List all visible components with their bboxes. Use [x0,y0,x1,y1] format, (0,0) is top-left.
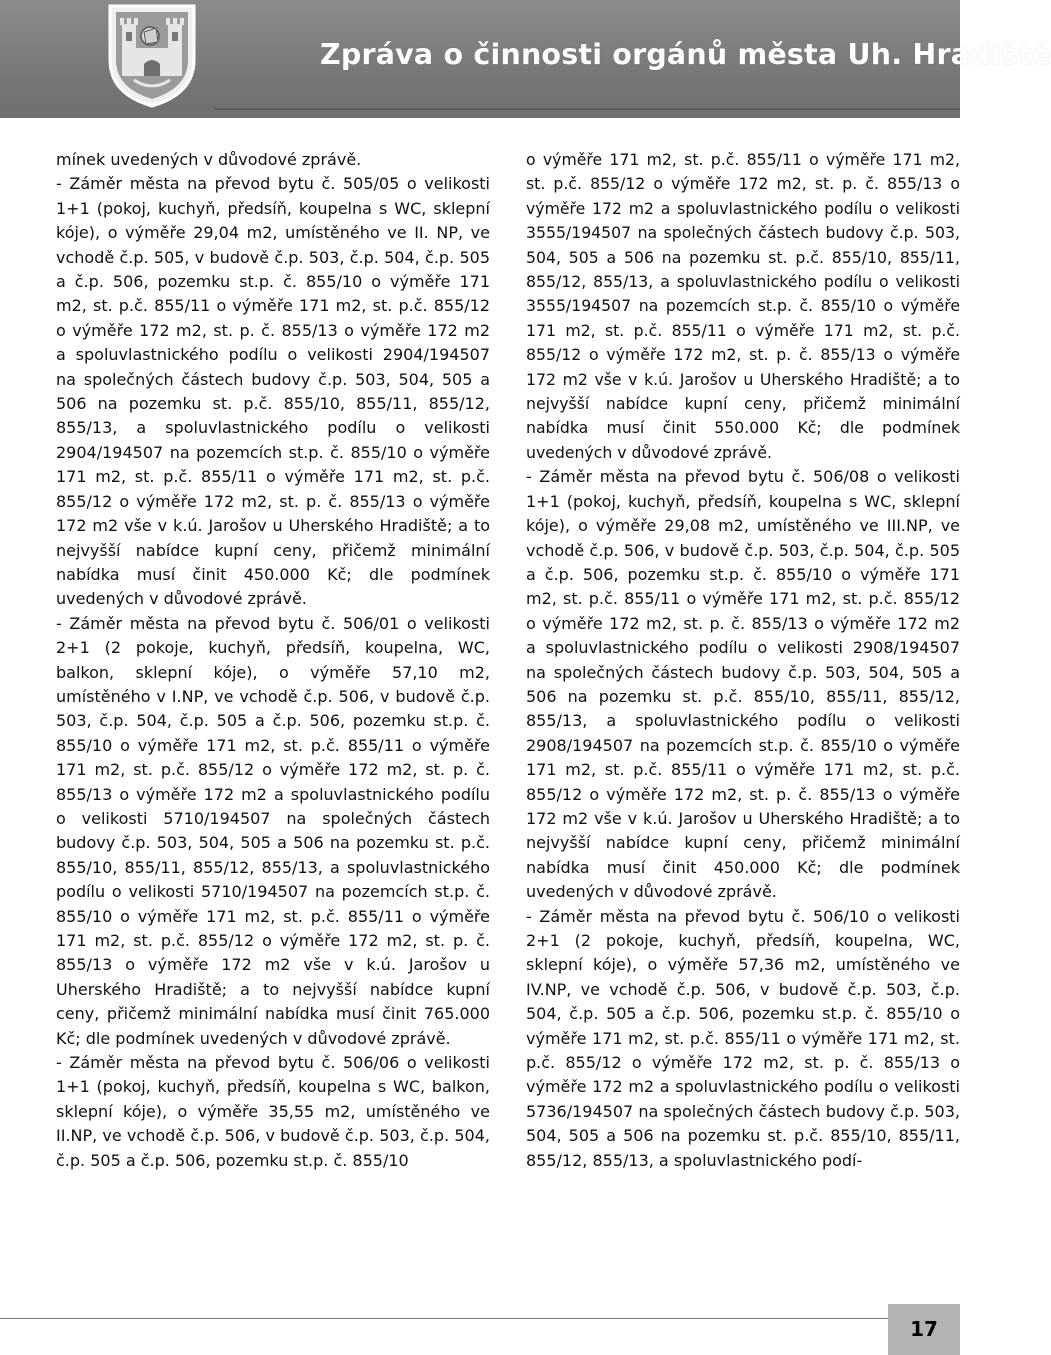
paragraph: - Záměr města na převod bytu č. 506/06 o velikosti 1+1 (pokoj, kuchyň, předsíň, koupelna s WC, balkon, sklepní kóje), o výměře 35,55 m2, umístěného ve II.NP, ve vchodě č.p. 506, v budově č.p. 503, č.p. 504, č.p. 505 a č.p. 506, pozemku st.p. č. 855/10 [56,1053,490,1170]
text-column-right [526,148,960,1173]
page-header-title: Zpráva o činnosti orgánů města Uh. Hradiště [320,38,1051,71]
paragraph: o výměře 171 m2, st. p.č. 855/11 o výměře 171 m2, st. p.č. 855/12 o výměře 172 m2, st. p. č. 855/13 o výměře 172 m2 a spoluvlastnického podílu o velikosti 3555/194507 na společných částech budovy č.p. 503, 504, 505 a 506 na pozemku st. p.č. 855/10, 855/11, 855/12, 855/13, a spoluvlastnického podílu o velikosti 3555/194507 na pozemcích st.p. č. 855/10 o výměře 171 m2, st. p.č. 855/11 o výměře 171 m2, st. p.č. 855/12 o výměře 172 m2, st. p. č. 855/13 o výměře 172 m2 vše v k.ú. Jarošov u Uherského Hradiště; a to nejvyšší nabídce kupní ceny, přičemž minimální nabídka musí činit 550.000 Kč; dle podmínek uvedených v důvodové zprávě. [526,150,960,462]
city-coat-of-arms-icon [104,2,200,108]
header-divider [214,108,960,110]
header-band [0,0,1051,118]
page-number: 17 [888,1304,960,1355]
paragraph: - Záměr města na převod bytu č. 505/05 o velikosti 1+1 (pokoj, kuchyň, předsíň, koupelna s WC, sklepní kóje), o výměře 29,04 m2, umístěného ve II. NP, ve vchodě č.p. 505, v budově č.p. 503, č.p. 504, č.p. 505 a č.p. 506, pozemku st.p. č. 855/10 o výměře 171 m2, st. p.č. 855/11 o výměře 171 m2, st. p.č. 855/12 o výměře 172 m2, st. p. č. 855/13 o výměře 172 m2 a spoluvlastnického podílu o velikosti 2904/194507 na společných částech budovy č.p. 503, 504, 505 a 506 na pozemku st. p.č. 855/10, 855/11, 855/12, 855/13, a spoluvlastnického podílu o velikosti 2904/194507 na pozemcích st.p. č. 855/10 o výměře 171 m2, st. p.č. 855/11 o výměře 171 m2, st. p.č. 855/12 o výměře 172 m2, st. p. č. 855/13 o výměře 172 m2 vše v k.ú. Jarošov u Uherského Hradiště; a to nejvyšší nabídce kupní ceny, přičemž minimální nabídka musí činit 450.000 Kč; dle podmínek uvedených v důvodové zprávě. [56,174,490,609]
paragraph: - Záměr města na převod bytu č. 506/10 o velikosti 2+1 (2 pokoje, kuchyň, předsíň, koupelna, WC, sklepní kóje), o výměře 57,36 m2, umístěného ve IV.NP, ve vchodě č.p. 506, v budově č.p. 503, č.p. 504, č.p. 505 a č.p. 506, pozemku st.p. č. 855/10 o výměře 171 m2, st. p.č. 855/11 o výměře 171 m2, st. p.č. 855/12 o výměře 172 m2, st. p. č. 855/13 o výměře 172 m2 a spoluvlastnického podílu o velikosti 5736/194507 na společných částech budovy č.p. 503, 504, 505 a 506 na pozemku st. p.č. 855/10, 855/11, 855/12, 855/13, a spoluvlastnického podí- [526,906,960,1170]
paragraph: - Záměr města na převod bytu č. 506/01 o velikosti 2+1 (2 pokoje, kuchyň, předsíň, koupelna, WC, balkon, sklepní kóje), o výměře 57,10 m2, umístěného v I.NP, ve vchodě č.p. 506, v budově č.p. 503, č.p. 504, č.p. 505 a č.p. 506, pozemku st.p. č. 855/10 o výměře 171 m2, st. p.č. 855/11 o výměře 171 m2, st. p.č. 855/12 o výměře 172 m2, st. p. č. 855/13 o výměře 172 m2 a spoluvlastnického podílu o velikosti 5710/194507 na společných částech budovy č.p. 503, 504, 505 a 506 na pozemku st. p.č. 855/10, 855/11, 855/12, 855/13, a spoluvlastnického podílu o velikosti 5710/194507 na pozemcích st.p. č. 855/10 o výměře 171 m2, st. p.č. 855/11 o výměře 171 m2, st. p.č. 855/12 o výměře 172 m2, st. p. č. 855/13 o výměře 172 m2 vše v k.ú. Jarošov u Uherského Hradiště; a to nejvyšší nabídce kupní ceny, přičemž minimální nabídka musí činit 765.000 Kč; dle podmínek uvedených v důvodové zprávě. [56,613,490,1048]
paragraph: - Záměr města na převod bytu č. 506/08 o velikosti 1+1 (pokoj, kuchyň, předsíň, koupelna s WC, sklepní kóje), o výměře 29,08 m2, umístěného ve III.NP, ve vchodě č.p. 506, v budově č.p. 503, č.p. 504, č.p. 505 a č.p. 506, pozemku st.p. č. 855/10 o výměře 171 m2, st. p.č. 855/11 o výměře 171 m2, st. p.č. 855/12 o výměře 172 m2, st. p. č. 855/13 o výměře 172 m2 a spoluvlastnického podílu o velikosti 2908/194507 na společných částech budovy č.p. 503, 504, 505 a 506 na pozemku st. p.č. 855/10, 855/11, 855/12, 855/13, a spoluvlastnického podílu o velikosti 2908/194507 na pozemcích st.p. č. 855/10 o výměře 171 m2, st. p.č. 855/11 o výměře 171 m2, st. p.č. 855/12 o výměře 172 m2, st. p. č. 855/13 o výměře 172 m2 vše v k.ú. Jarošov u Uherského Hradiště; a to nejvyšší nabídce kupní ceny, přičemž minimální nabídka musí činit 450.000 Kč; dle podmínek uvedených v důvodové zprávě. [526,467,960,902]
paragraph: mínek uvedených v důvodové zprávě. [56,150,362,169]
footer-divider [0,1318,960,1319]
text-column-left [56,148,490,1173]
